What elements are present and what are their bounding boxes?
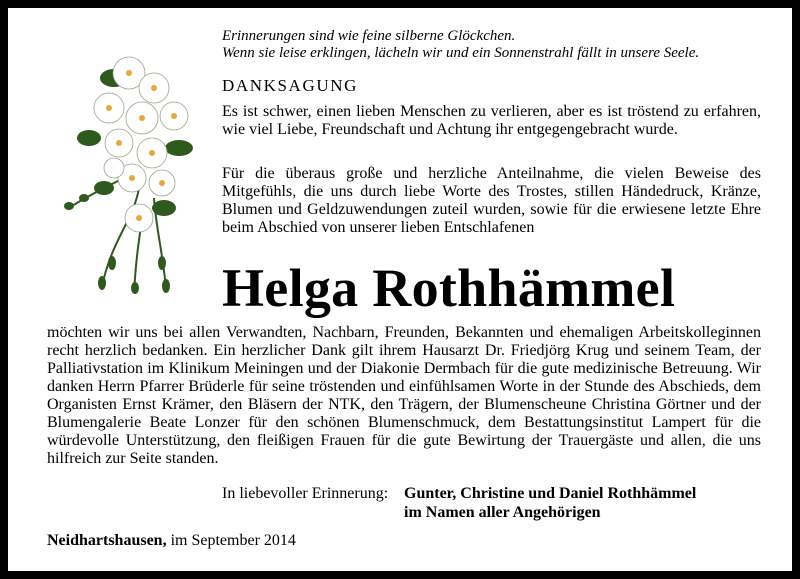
intro-paragraph: Es ist schwer, einen lieben Menschen zu verlieren, aber es ist tröstend zu erfahren, wie viel Liebe, Freundschaft und Achtung ihr entgegengebracht wurde. [222, 103, 761, 138]
place-date [47, 532, 296, 550]
thanks-paragraph: Für die überaus große und herzliche Anteilnahme, die vielen Beweise des Mitgefühls, die uns durch liebe Worte des Trostes, stillen Händedruck, Kränze, Blumen und Geldzuwendungen zuteil wurden, sowie für die erwiesene letzte Ehre beim Abschied von unserer lieben Entschlafenen [222, 165, 761, 236]
quote-line-1: Erinnerungen sind wie feine silberne Glöckchen. [222, 28, 516, 44]
signature-names-line-1: Gunter, Christine und Daniel Rothhämmel [404, 485, 697, 502]
orchid-bouquet-icon [44, 38, 214, 298]
acknowledgement-text: möchten wir uns bei allen Verwandten, Nachbarn, Freunden, Bekannten und ehemaligen Arbeitskolleginnen recht herzlich bedanken. Ein herzlicher Dank gilt ihrem Hausarzt Dr. Friedjörg Krug und seinem Team, der Palliativstation im Klinikum Meiningen und der Diakonie Dermbach für die gute medizinische Betreuung. Wir danken Herrn Pfarrer Brüderle für seine tröstenden und einfühlsamen Worte in der Stunde des Abschieds, dem Organisten Ernst Krämer, den Bläsern der NTK, den Trägern, der Blumenscheune Christina Görtner und der Blumengalerie Beate Lonzer für den schönen Blumenschmuck, dem Bestattungsinstitut Lampert für die würdevolle Unterstützung, den fleißigen Frauen für die gute Bewirtung der Trauergäste und allen, die uns hilfreich zur Seite standen. [47, 324, 761, 467]
signature-names [404, 484, 696, 522]
signature-label: In liebevoller Erinnerung: [222, 485, 389, 502]
deceased-name: Helga Rothhämmel [222, 258, 676, 318]
memorial-quote [222, 28, 782, 62]
page-title: DANKSAGUNG [222, 76, 358, 95]
date-text: im September 2014 [170, 532, 296, 549]
quote-line-2: Wenn sie leise erklingen, lächeln wir und ein Sonnenstrahl fällt in unsere Seele. [222, 45, 700, 61]
place-name: Neidhartshausen, [47, 532, 167, 549]
signature-names-line-2: im Namen aller Angehörigen [404, 504, 601, 521]
